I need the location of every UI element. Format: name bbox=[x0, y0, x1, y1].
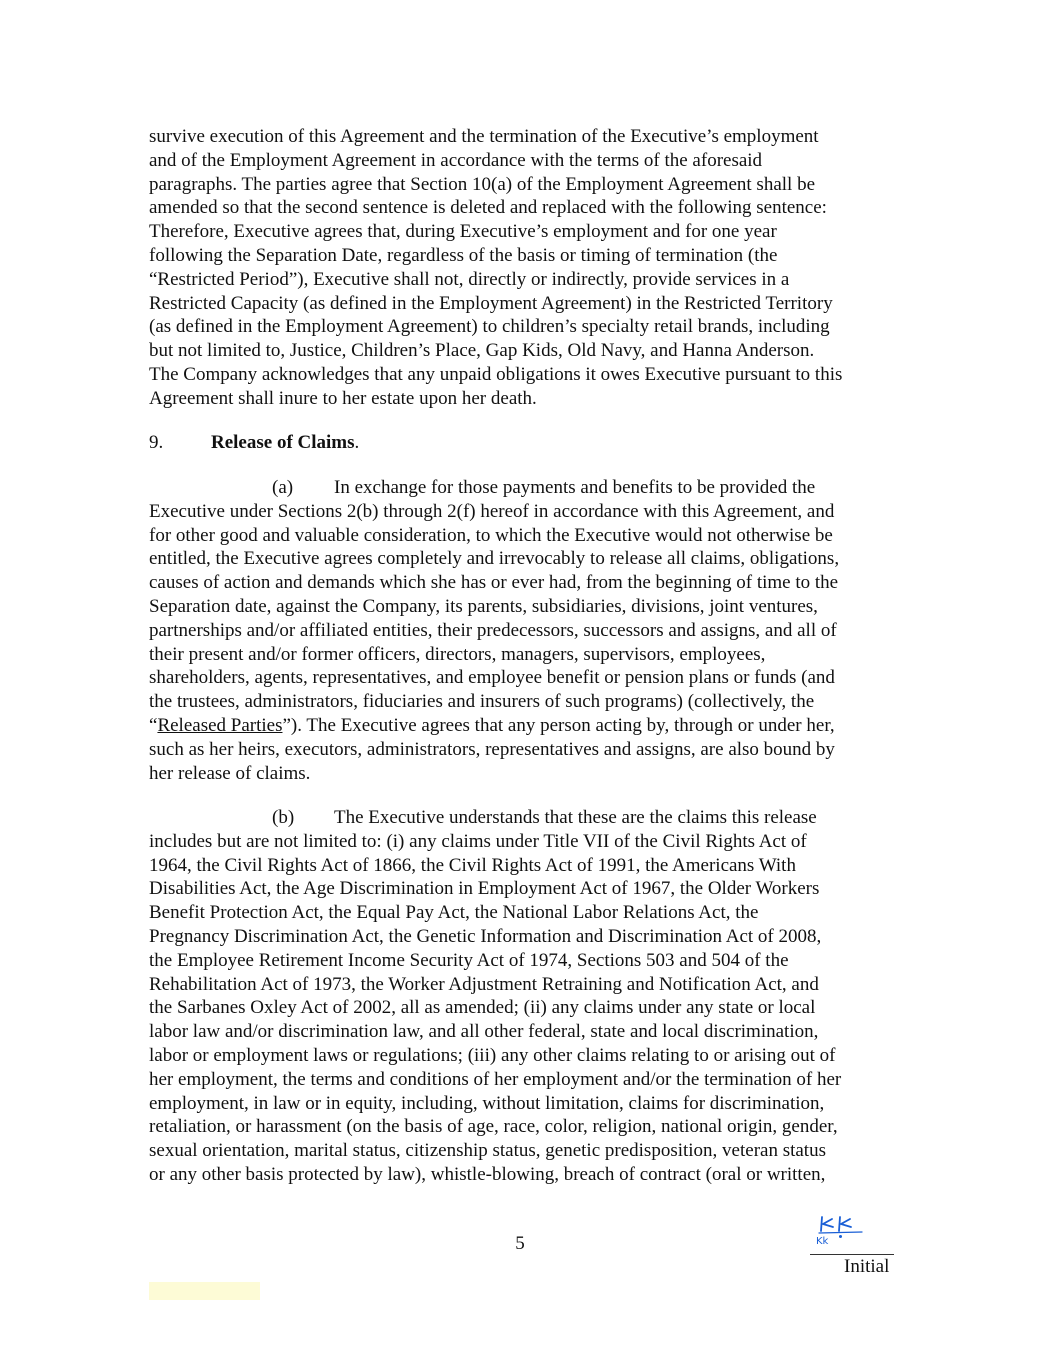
text-line: survive execution of this Agreement and the termination of the Executive’s employment bbox=[149, 126, 819, 147]
text-line: Rehabilitation Act of 1973, the Worker Adjustment Retraining and Notification Act, and bbox=[149, 973, 819, 995]
text-line: amended so that the second sentence is deleted and replaced with the following sentence: bbox=[149, 197, 827, 219]
paragraph-label: (b) bbox=[272, 807, 295, 828]
text-line: Agreement shall inure to her estate upon her death. bbox=[149, 387, 537, 409]
section-title: Release of Claims bbox=[211, 432, 355, 453]
text-line: Pregnancy Discrimination Act, the Genetic Information and Discrimination Act of 2008, bbox=[149, 925, 822, 947]
text-line: labor law and/or discrimination law, and all other federal, state and local discrimination, bbox=[149, 1021, 819, 1043]
signature-line bbox=[810, 1254, 894, 1255]
defined-term: Released Parties bbox=[157, 714, 283, 736]
text-line: entitled, the Executive agrees completely and irrevocably to release all claims, obligations, bbox=[149, 548, 840, 570]
text-line: employment, in law or in equity, including, without limitation, claims for discrimination, bbox=[149, 1092, 825, 1114]
text-line: “Restricted Period”), Executive shall not, directly or indirectly, provide services in a bbox=[149, 268, 790, 290]
text-line: causes of action and demands which she has or ever had, from the beginning of time to the bbox=[149, 572, 839, 594]
text-line: Disabilities Act, the Age Discrimination in Employment Act of 1967, the Older Workers bbox=[149, 878, 820, 900]
page-number: 5 bbox=[515, 1233, 525, 1254]
paragraph-first-line bbox=[149, 476, 911, 500]
text-line: such as her heirs, executors, administrators, representatives and assigns, are also bound by bbox=[149, 738, 835, 760]
text-line: The Company acknowledges that any unpaid obligations it owes Executive pursuant to this bbox=[149, 363, 843, 385]
text-line: but not limited to, Justice, Children’s Place, Gap Kids, Old Navy, and Hanna Anderson. bbox=[149, 340, 815, 362]
text-line: ”). The Executive agrees that any person acting by, through or under her, bbox=[282, 714, 835, 736]
section-title-period: . bbox=[354, 432, 360, 453]
text-line: for other good and valuable consideration, to which the Executive would not otherwise be bbox=[149, 524, 833, 546]
text-line: paragraphs. The parties agree that Section 10(a) of the Employment Agreement shall be bbox=[149, 173, 816, 195]
text-line: 1964, the Civil Rights Act of 1866, the Civil Rights Act of 1991, the Americans With bbox=[149, 854, 796, 876]
text-line: the Sarbanes Oxley Act of 2002, all as amended; (ii) any claims under any state or local bbox=[149, 997, 816, 1019]
text-line: or any other basis protected by law), whistle-blowing, breach of contract (oral or written, bbox=[149, 1163, 826, 1185]
text-line: and of the Employment Agreement in accordance with the terms of the aforesaid bbox=[149, 149, 763, 171]
text-line: The Executive understands that these are the claims this release bbox=[334, 807, 817, 828]
text-line: labor or employment laws or regulations; (iii) any other claims relating to or arising out of bbox=[149, 1044, 836, 1066]
text-line: Restricted Capacity (as defined in the Employment Agreement) in the Restricted Territory bbox=[149, 292, 833, 314]
text-line: Executive under Sections 2(b) through 2(f) hereof in accordance with this Agreement, and bbox=[149, 500, 835, 522]
quote-open: “ bbox=[149, 714, 158, 736]
section-number: 9. bbox=[149, 432, 164, 453]
text-line: her employment, the terms and conditions of her employment and/or the termination of her bbox=[149, 1068, 842, 1090]
paragraph-b bbox=[149, 806, 911, 1187]
text-line: partnerships and/or affiliated entities, their predecessors, successors and assigns, and all of bbox=[149, 619, 837, 641]
text-line: includes but are not limited to: (i) any claims under Title VII of the Civil Rights Act of bbox=[149, 830, 807, 852]
text-line: the Employee Retirement Income Security Act of 1974, Sections 503 and 504 of the bbox=[149, 949, 789, 971]
text-line: Benefit Protection Act, the Equal Pay Act, the National Labor Relations Act, the bbox=[149, 902, 759, 924]
text-line: her release of claims. bbox=[149, 762, 311, 784]
text-line: shareholders, agents, representatives, and employee benefit or pension plans or funds (and bbox=[149, 667, 835, 689]
text-line: following the Separation Date, regardless of the basis or timing of termination (the bbox=[149, 244, 778, 266]
paragraph-first-line bbox=[149, 806, 911, 830]
paragraph-label: (a) bbox=[272, 477, 294, 498]
text-line: sexual orientation, marital status, citizenship status, genetic predisposition, veteran status bbox=[149, 1140, 826, 1162]
initial-label: Initial bbox=[844, 1256, 890, 1277]
continuation-paragraph bbox=[149, 125, 911, 411]
highlight-box bbox=[149, 1282, 260, 1300]
text-line: In exchange for those payments and benefits to be provided the bbox=[334, 477, 816, 498]
initial-block bbox=[810, 1212, 894, 1282]
initials-caption: Kk bbox=[816, 1236, 829, 1247]
text-line: Separation date, against the Company, its parents, subsidiaries, divisions, joint ventures, bbox=[149, 595, 818, 617]
text-line: retaliation, or harassment (on the basis of age, race, color, religion, national origin, gender, bbox=[149, 1116, 838, 1138]
text-line: the trustees, administrators, fiduciaries and insurers of such programs) (collectively, the bbox=[149, 691, 815, 713]
signature-dot bbox=[839, 1235, 842, 1238]
defined-term-line bbox=[149, 714, 911, 738]
section-heading bbox=[149, 431, 911, 455]
initials-signature bbox=[816, 1212, 866, 1236]
paragraph-a bbox=[149, 476, 911, 785]
text-line: their present and/or former officers, directors, managers, supervisors, employees, bbox=[149, 643, 766, 665]
text-line: (as defined in the Employment Agreement) to children’s specialty retail brands, including bbox=[149, 316, 830, 338]
text-line: Therefore, Executive agrees that, during Executive’s employment and for one year bbox=[149, 221, 777, 243]
